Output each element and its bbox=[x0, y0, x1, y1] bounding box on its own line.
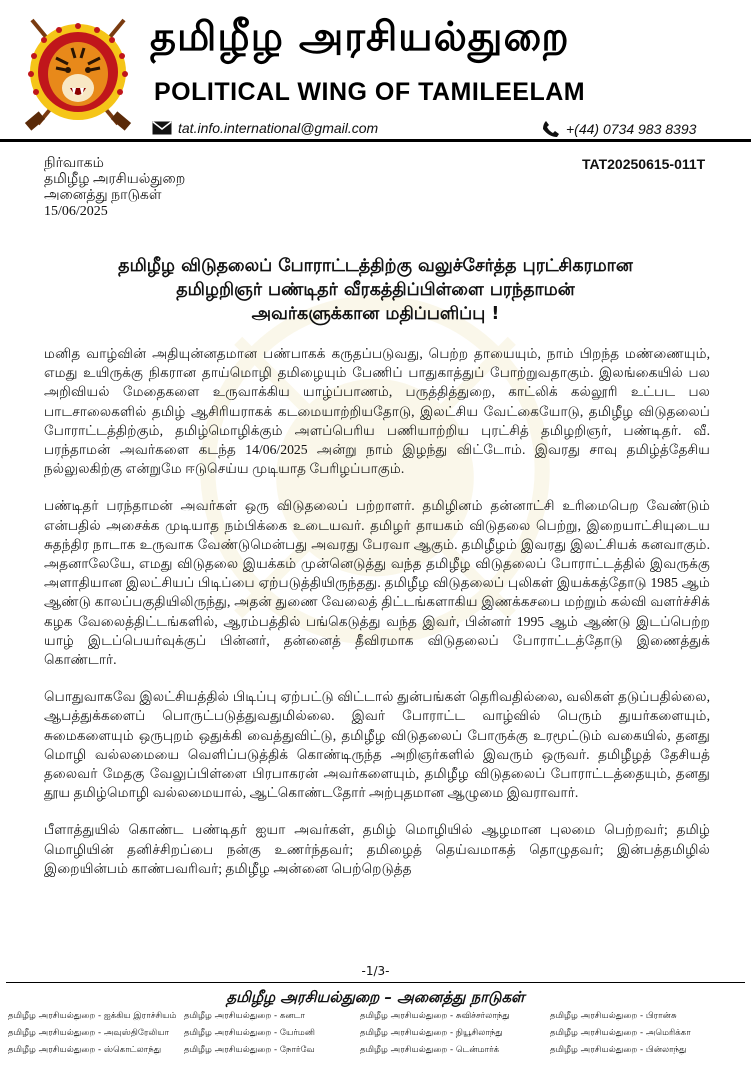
sender-line-3: அனைத்து நாடுகள் bbox=[44, 188, 162, 203]
document-body bbox=[44, 344, 710, 896]
header-divider bbox=[0, 139, 751, 142]
footer-office: தமிழீழ அரசியல்துறை - நோர்வே bbox=[184, 1045, 315, 1055]
sender-line-2: தமிழீழ அரசியல்துறை bbox=[44, 172, 186, 187]
letterhead-title-tamil: தமிழீழ அரசியல்துறை bbox=[150, 14, 570, 60]
letterhead bbox=[0, 0, 751, 145]
headline-line-2: தமிழறிஞர் பண்டிதர் வீரகத்திப்பிள்ளை பரந்தாமன் bbox=[176, 280, 575, 300]
footer-divider bbox=[6, 982, 745, 983]
letterhead-title-english: POLITICAL WING OF TAMILEELAM bbox=[154, 78, 586, 106]
document-headline bbox=[30, 254, 721, 326]
reference-number: TAT20250615-011T bbox=[582, 156, 706, 172]
phone-number: +(44) 0734 983 8393 bbox=[566, 121, 697, 137]
contact-email bbox=[152, 120, 378, 136]
sender-line-1: நிர்வாகம் bbox=[44, 156, 104, 171]
footer-office: தமிழீழ அரசியல்துறை - டென்மார்க் bbox=[360, 1045, 500, 1055]
document-date: 15/06/2025 bbox=[44, 204, 108, 219]
email-address: tat.info.international@gmail.com bbox=[178, 120, 379, 136]
sender-block bbox=[44, 156, 185, 220]
contact-phone bbox=[542, 120, 696, 138]
headline-line-3: அவர்களுக்கான மதிப்பளிப்பு ! bbox=[251, 304, 500, 324]
footer-office: தமிழீழ அரசியல்துறை - பிரான்சு bbox=[550, 1011, 677, 1021]
footer-office: தமிழீழ அரசியல்துறை - ஸ்கொட்லாந்து bbox=[8, 1045, 162, 1055]
footer-office: தமிழீழ அரசியல்துறை - நியூசிலாந்து bbox=[360, 1028, 503, 1038]
footer-office: தமிழீழ அரசியல்துறை - பின்லாந்து bbox=[550, 1045, 687, 1055]
phone-icon bbox=[542, 120, 560, 138]
footer-office: தமிழீழ அரசியல்துறை - யேர்மனி bbox=[184, 1028, 316, 1038]
page-number: -1/3- bbox=[361, 964, 390, 978]
footer-office: தமிழீழ அரசியல்துறை - சுவிச்சர்லாந்து bbox=[360, 1011, 510, 1021]
body-paragraph-4: பீளாத்துயில் கொண்ட பண்டிதர் ஐயா அவர்கள், தமிழ் மொழியில் ஆழமான புலமை பெற்றவர்; தமிழ் மொழியின் தனிச்சிறப்பை நன்கு உணர்ந்தவர்; தமிழைத் தெய்வமாகத் தொழுதவர்; இன்பத்தமிழில் இறையின்பம் காண்பவரிவர்; தமிழீழ அன்னை பெற்றெடுத்த bbox=[44, 822, 710, 876]
footer-office: தமிழீழ அரசியல்துறை - கனடா bbox=[184, 1011, 306, 1021]
body-paragraph-3: பொதுவாகவே இலட்சியத்தில் பிடிப்பு ஏற்பட்டு விட்டால் துன்பங்கள் தெரிவதில்லை, வலிகள் தடுப்பதில்லை, ஆபத்துக்களைப் பொருட்படுத்துவதுமில்லை. இவர் போராட்ட வாழ்வில் பெரும் துயர்களையும், சுமைகளையும் ஒருபுறம் ஒதுக்கி வைத்துவிட்டு, தமிழீழ விடுதலைப் போருக்கு உரமூட்டும் வகையில், தனது மொழி வல்லமையை வெளிப்படுத்திக் கொண்டிருந்த அறிஞர்களில் இவரும் ஒருவர். தமிழீழத் தேசியத் தலைவர் மேதகு வேலுப்பிள்ளை பிரபாகரன் அவர்களையும், தமிழீழ விடுதலைப் போராட்டத்தையும், தனது தூய தமிழ்மொழி வல்லமையால், ஆட்கொண்டதோர் அற்புதமான ஆழுமை இவராவார். bbox=[44, 689, 710, 801]
headline-line-1: தமிழீழ விடுதலைப் போராட்டத்திற்கு வலுச்சேர்த்த புரட்சிகரமான bbox=[118, 256, 633, 276]
footer-office: தமிழீழ அரசியல்துறை - அமெரிக்கா bbox=[550, 1028, 691, 1038]
envelope-icon bbox=[152, 121, 172, 135]
body-paragraph-2: பண்டிதர் பரந்தாமன் அவர்கள் ஒரு விடுதலைப் பற்றாளர். தமிழினம் தன்னாட்சி உரிமைபெற வேண்டும் என்பதில் அசைக்க முடியாத நம்பிக்கை உடையவர். தமிழர் தாயகம் விடுதலை பெற்று, இறையாட்சியுடைய சுதந்திர நாடாக உருவாக வேண்டுமென்பது அவரது பேரவா ஆகும். தமிழீழம் இவரது இலட்சியக் கனவாகும். அதனாலேயே, எமது விடுதலை இயக்கம் முன்னெடுத்து வந்த தமிழீழ விடுதலைப் போராட்டத்தில் இவருக்கு அளாதியான இலட்சியப் பிடிப்பை ஏற்படுத்தியிருந்தது. தமிழீழ விடுதலைப் புலிகள் இயக்கத்தோடு 1985 ஆம் ஆண்டு காலப்பகுதியிலிருந்து, அதன் துணை வேலைத் திட்டங்களாகிய இணக்கசபை மற்றும் கல்வி வளர்ச்சிக் கழக வேலைத்திட்டங்களில், ஆரம்பத்தில் பங்கெடுத்து வந்த இவர், பின்னர் 1995 ஆம் ஆண்டு இடப்பெற்ற யாழ் இடப்பெயர்வுக்குப் பின்னர், தன்னைத் தீவிரமாக விடுதலைப் போராட்டத்தோடு இணைத்துக் கொண்டார். bbox=[44, 498, 710, 668]
footer-office: தமிழீழ அரசியல்துறை - ஐக்கிய இராச்சியம் bbox=[8, 1011, 177, 1021]
body-paragraph-1: மனித வாழ்வின் அதியுன்னதமான பண்பாகக் கருதப்படுவது, பெற்ற தாயையும், நாம் பிறந்த மண்ணையும், எமது உயிருக்கு நிகரான தாய்மொழி தமிழையும் பேணிப் பாதுகாத்துப் போற்றுவதாகும். இலங்கையில் பல அறிவியல் மேதைகளை உருவாக்கிய யாழ்ப்பாணம், பருத்தித்துறை, காட்லிக் கல்லூரி உட்பட பல பாடசாலைகளில் தமிழ் ஆசிரியராகக் கடமையாற்றியதோடு, இலட்சிய வேட்கையோடு, தமிழீழ விடுதலைப் போராட்டத்திற்கும், தமிழ்மொழிக்கும் அளப்பெரிய பணியாற்றிய புரட்சித் தமிழறிஞர், பண்டிதர். வீ. பரந்தாமன் அவர்களை கடந்த 14/06/2025 அன்று நாம் இழந்து விட்டோம். இவரது சாவு தமிழ்த்தேசிய நல்லுலகிற்கு என்றுமே ஈடுசெய்ய முடியாத பேரிழப்பாகும். bbox=[44, 346, 710, 477]
footer-office-list bbox=[8, 1011, 748, 1056]
footer-title: தமிழீழ அரசியல்துறை – அனைத்து நாடுகள் bbox=[226, 988, 525, 1006]
tiger-emblem-logo bbox=[22, 12, 134, 134]
footer-office: தமிழீழ அரசியல்துறை - அவுஸ்திரேலியா bbox=[8, 1028, 170, 1038]
